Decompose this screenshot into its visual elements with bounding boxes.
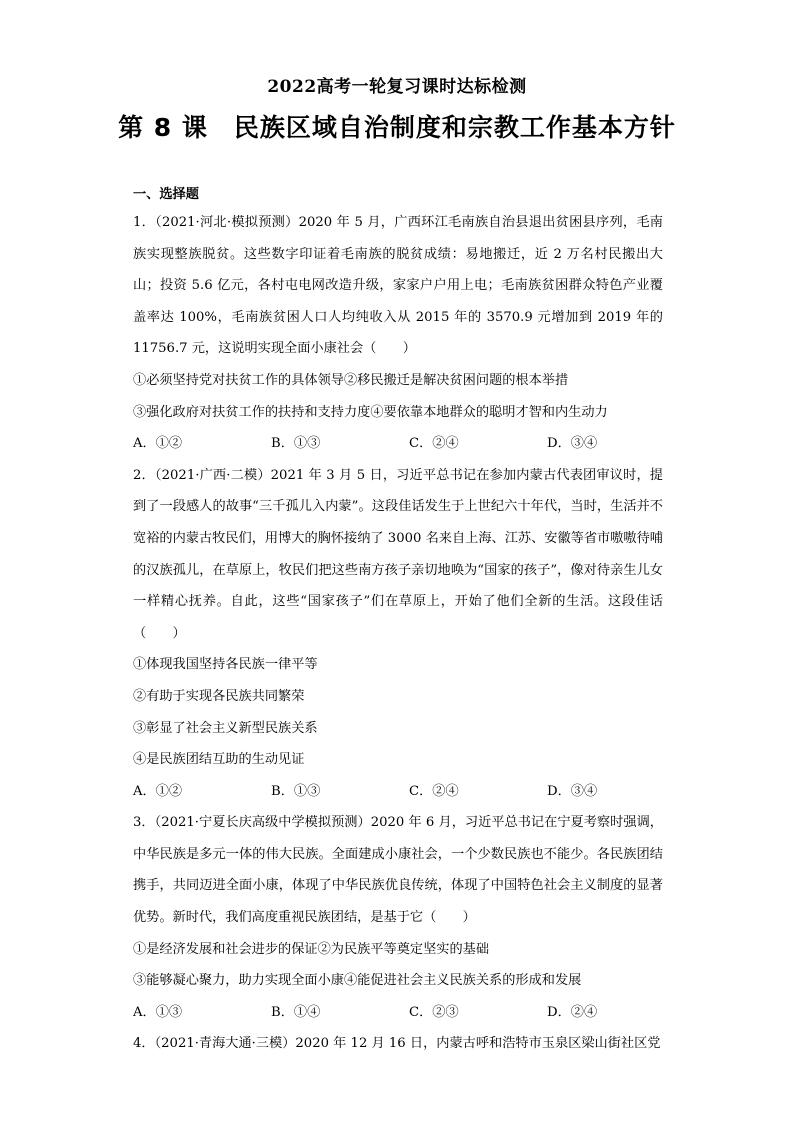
question-2-statement: ③彰显了社会主义新型民族关系: [133, 720, 318, 736]
option-c: C．②④: [409, 436, 459, 452]
question-3-statement: ①是经济发展和社会进步的保证②为民族平等奠定坚实的基础: [133, 941, 490, 957]
question-2-stem: 2．（2021·广西·二模）2021 年 3 月 5 日，习近平总书记在参加内蒙古代表团审议时，提到了一段感人的故事“三千孤儿入内蒙”。这段佳话发生于上世纪六十年代，当时，生活并不宽裕的内蒙古牧民们，用博大的胸怀接纳了 3000 名来自上海、江苏、安徽等省市嗷嗷待哺的汉族孤儿，在草原上，牧民们把这些南方孩子亲切地唤为“国家的孩子”，像对待亲生儿女一样精心抚养。自此，这些“国家孩子”们在草原上，开始了他们全新的生活。这段佳话（ ）: [133, 467, 663, 641]
option-b: B．①④: [271, 1004, 321, 1020]
question-1-stem: 1．（2021·河北·模拟预测）2020 年 5 月，广西环江毛南族自治县退出贫困县序列，毛南族实现整族脱贫。这些数字印证着毛南族的脱贫成绩：易地搬迁，近 2 万名村民搬出大山；投资 5.6 亿元，各村屯电网改造升级，家家户户用上电；毛南族贫困群众特色产业覆盖率达 100%，毛南族贫困人口人均纯收入从 2015 年的 3570.9 元增加到 2019 年的 11756.7 元，这说明实现全面小康社会（ ）: [133, 215, 663, 357]
question-3-statement: ③能够凝心聚力，助力实现全面小康④能促进社会主义民族关系的形成和发展: [133, 973, 582, 989]
question-3-stem: 3．（2021·宁夏长庆高级中学模拟预测）2020 年 6 月，习近平总书记在宁夏考察时强调，中华民族是多元一体的伟大民族。全面建成小康社会，一个少数民族也不能少。各民族团结携手，共同迈进全面小康，体现了中华民族优良传统，体现了中国特色社会主义制度的显著优势。新时代，我们高度重视民族团结，是基于它（ ）: [133, 815, 663, 926]
option-a: A．①②: [133, 783, 183, 799]
question-4-stem: 4．（2021·青海大通·三模）2020 年 12 月 16 日，内蒙古呼和浩特市玉泉区梁山街社区党: [133, 1036, 661, 1052]
option-d: D．②④: [547, 1004, 598, 1020]
option-b: B．①③: [271, 436, 321, 452]
section-heading: 一、选择题: [133, 187, 199, 202]
option-a: A．①③: [133, 1004, 183, 1020]
question-2-statement: ②有助于实现各民族共同繁荣: [133, 688, 305, 704]
question-2-statement: ④是民族团结互助的生动见证: [133, 752, 305, 768]
question-2-options: [133, 776, 663, 808]
option-c: C．②③: [409, 1004, 459, 1020]
question-1-statement: ①必须坚持党对扶贫工作的具体领导②移民搬迁是解决贫困问题的根本举措: [133, 372, 569, 388]
question-1-options: [133, 428, 663, 460]
document-body: [133, 183, 663, 1060]
document-title: 第 8 课 民族区域自治制度和宗教工作基本方针: [118, 113, 676, 142]
option-d: D．③④: [547, 436, 598, 452]
option-d: D．③④: [547, 783, 598, 799]
document-subtitle: 2022高考一轮复习课时达标检测: [267, 77, 527, 97]
option-b: B．①③: [271, 783, 321, 799]
question-3-options: [133, 997, 663, 1029]
question-1-statement: ③强化政府对扶贫工作的扶持和支持力度④要依靠本地群众的聪明才智和内生动力: [133, 404, 608, 420]
option-a: A．①②: [133, 436, 183, 452]
question-2-statement: ①体现我国坚持各民族一律平等: [133, 657, 318, 673]
option-c: C．②④: [409, 783, 459, 799]
